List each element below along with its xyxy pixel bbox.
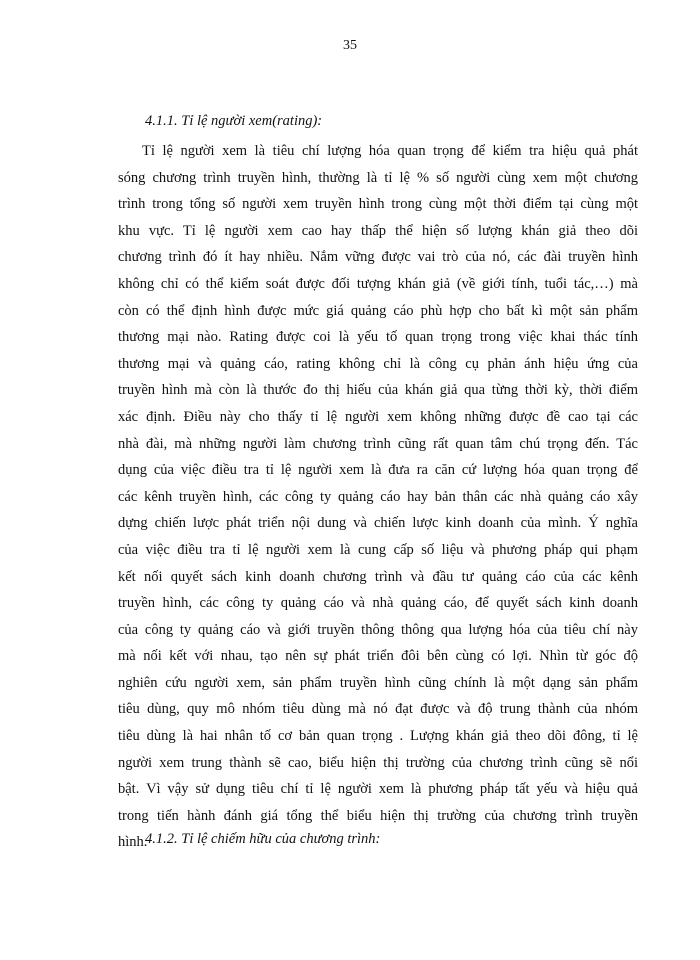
paragraph-line: còn có thể định hình được mức giá quảng cáo phù hợp cho bất kì một sản phẩm — [118, 302, 638, 319]
paragraph-line: trong tiến hành đánh giá tổng thể biểu hiện thị trường của chương trình truyền — [118, 807, 638, 824]
paragraph-line: của việc điều tra tỉ lệ người xem là cung cấp số liệu và phương pháp qui phạm — [118, 541, 638, 558]
paragraph-line: thương mại nào. Rating được coi là yếu tố quan trọng trong việc khai thác tính — [118, 329, 638, 346]
paragraph-line: thương mại và quảng cáo, rating không chỉ là công cụ phản ánh hiệu ứng của — [118, 355, 638, 372]
paragraph-line: kết nối quyết sách kinh doanh chương trình và đầu tư quảng cáo của các kênh — [118, 568, 638, 585]
paragraph-line: các kênh truyền hình, các công ty quảng cáo hay bản thân các nhà quảng cáo xây — [118, 488, 638, 505]
paragraph-line: hình. — [118, 834, 148, 851]
paragraph-line: tiêu dùng là hai nhân tố cơ bản quan trọng . Lượng khán giả theo dõi đông, tỉ lệ — [118, 728, 638, 745]
paragraph-line: truyền hình mà còn là thước đo thị hiếu của khán giả qua từng thời kỳ, thời điểm — [118, 382, 638, 399]
paragraph-line: truyền hình, các công ty quảng cáo và nhà quảng cáo, để quyết sách kinh doanh — [118, 595, 638, 612]
body-paragraph — [118, 138, 638, 856]
paragraph-line: không chỉ có thể kiểm soát được đối tượng khán giả (về giới tính, tuổi tác,…) mà — [118, 275, 638, 292]
paragraph-line: dụng của việc điều tra tỉ lệ người xem là đưa ra căn cứ lượng hóa quan trọng để — [118, 462, 638, 479]
paragraph-line: người xem trung thành sẽ cao, biểu hiện thị trường của chương trình cũng sẽ nổi — [118, 754, 638, 771]
paragraph-line: chương trình đó ít hay nhiều. Nắm vững được vai trò của nó, các đài truyền hình — [118, 249, 638, 266]
paragraph-line: trình trong tổng số người xem truyền hình trong cùng một thời điểm tại cùng một — [118, 196, 638, 213]
paragraph-line: bật. Vì vậy sử dụng tiêu chí tỉ lệ người xem là phương pháp tất yếu và hiệu quả — [118, 781, 638, 798]
page-number: 35 — [343, 38, 357, 53]
section-heading-rating: 4.1.1. Tỉ lệ người xem(rating): — [145, 113, 323, 129]
paragraph-line: Tỉ lệ người xem là tiêu chí lượng hóa quan trọng để kiểm tra hiệu quả phát — [142, 143, 638, 159]
paragraph-line: xác định. Điều này cho thấy tỉ lệ người xem không những được đề cao tại các — [118, 408, 638, 425]
paragraph-line: tiêu dùng, quy mô nhóm tiêu dùng mà nó đạt được và độ trung thành của nhóm — [118, 701, 638, 718]
paragraph-line: của công ty quảng cáo và giới truyền thông thông qua lượng hóa của tiêu chí này — [118, 621, 638, 638]
paragraph-line: nghiên cứu người xem, sản phẩm truyền hình cũng chính là một dạng sản phẩm — [118, 674, 638, 691]
paragraph-line: sóng chương trình truyền hình, thường là tỉ lệ % số người cùng xem một chương — [118, 169, 638, 186]
section-heading-share: 4.1.2. Tỉ lệ chiếm hữu của chương trình: — [145, 831, 381, 847]
paragraph-line: nhà đài, mà những người làm chương trình cũng rất quan tâm chú trọng đến. Tác — [118, 435, 638, 452]
paragraph-line: dựng chiến lược phát triển nội dung và chiến lược kinh doanh của mình. Ý nghĩa — [118, 515, 638, 532]
paragraph-line: khu vực. Tỉ lệ người xem cao hay thấp thể hiện số lượng khán giả theo dõi — [118, 222, 638, 239]
paragraph-line: mà nối kết với nhau, tạo nên sự phát triển đôi bên cùng có lợi. Nhìn từ góc độ — [118, 648, 638, 665]
